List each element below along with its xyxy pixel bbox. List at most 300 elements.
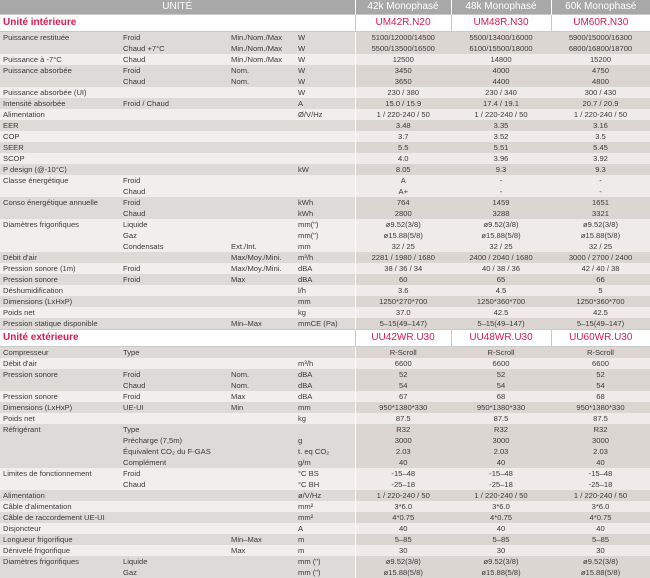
value-42k: 3.6 <box>355 285 451 296</box>
value-48k: 3288 <box>451 208 551 219</box>
table-row <box>0 87 650 98</box>
table-row <box>0 285 650 296</box>
param-mode <box>123 545 231 556</box>
value-42k: 32 / 25 <box>355 241 451 252</box>
param-unit <box>298 175 355 186</box>
value-48k: 2400 / 2040 / 1680 <box>451 252 551 263</box>
param-condition: Nom. <box>231 65 298 76</box>
table-row <box>0 142 650 153</box>
value-42k: 38 / 36 / 34 <box>355 263 451 274</box>
value-48k: - <box>451 186 551 197</box>
param-unit: W <box>298 76 355 87</box>
table-row <box>0 186 650 197</box>
value-60k: 9.3 <box>551 164 650 175</box>
value-48k: 5–15(49–147) <box>451 318 551 330</box>
param-unit: W <box>298 32 355 44</box>
value-48k: 230 / 340 <box>451 87 551 98</box>
param-name: Compresseur <box>0 347 123 359</box>
param-unit: A <box>298 98 355 109</box>
table-row <box>0 263 650 274</box>
table-row <box>0 534 650 545</box>
table-row <box>0 468 650 479</box>
value-60k: 1 / 220-240 / 50 <box>551 109 650 120</box>
param-unit: ø/V/Hz <box>298 490 355 501</box>
param-mode <box>123 109 231 120</box>
param-mode: Froid <box>123 65 231 76</box>
param-name: SCOP <box>0 153 123 164</box>
param-name: SEER <box>0 142 123 153</box>
param-name <box>0 457 123 468</box>
value-42k: 6600 <box>355 358 451 369</box>
value-42k: 5100/12000/14500 <box>355 32 451 44</box>
value-60k: 5 <box>551 285 650 296</box>
param-name: Dénivelé frigorifique <box>0 545 123 556</box>
param-unit: dBA <box>298 380 355 391</box>
model-header-42k: 42k Monophasé <box>355 0 451 15</box>
value-48k: 2.03 <box>451 446 551 457</box>
value-48k: ø15.88(5/8) <box>451 567 551 578</box>
value-60k: 42 / 40 / 38 <box>551 263 650 274</box>
value-42k: 1 / 220-240 / 50 <box>355 490 451 501</box>
param-name: Puissance à -7°C <box>0 54 123 65</box>
value-42k: 2.03 <box>355 446 451 457</box>
value-42k: 30 <box>355 545 451 556</box>
param-condition <box>231 457 298 468</box>
param-condition <box>231 197 298 208</box>
param-mode <box>123 534 231 545</box>
param-unit: °C BH <box>298 479 355 490</box>
param-name: Classe énergétique <box>0 175 123 186</box>
value-48k: R32 <box>451 424 551 435</box>
param-name: EER <box>0 120 123 131</box>
value-60k: 300 / 430 <box>551 87 650 98</box>
param-unit: mm <box>298 402 355 413</box>
param-mode <box>123 164 231 175</box>
value-60k: 52 <box>551 369 650 380</box>
param-mode: Froid <box>123 274 231 285</box>
value-42k: 5.5 <box>355 142 451 153</box>
param-mode: Chaud <box>123 186 231 197</box>
param-name: Dimensions (LxHxP) <box>0 296 123 307</box>
value-48k: ø15.88(5/8) <box>451 230 551 241</box>
value-42k: 60 <box>355 274 451 285</box>
value-60k: 5–85 <box>551 534 650 545</box>
param-condition <box>231 523 298 534</box>
param-mode <box>123 413 231 424</box>
param-condition <box>231 296 298 307</box>
param-name: Conso énergétique annuelle <box>0 197 123 208</box>
param-name: Intensité absorbée <box>0 98 123 109</box>
param-condition <box>231 230 298 241</box>
param-unit <box>298 186 355 197</box>
param-mode: Condensats <box>123 241 231 252</box>
value-48k: -25–18 <box>451 479 551 490</box>
param-condition <box>231 164 298 175</box>
value-60k: 5.45 <box>551 142 650 153</box>
param-condition <box>231 307 298 318</box>
param-unit: l/h <box>298 285 355 296</box>
param-name: Puissance restituée <box>0 32 123 44</box>
param-unit: W <box>298 65 355 76</box>
param-mode <box>123 120 231 131</box>
table-row <box>0 424 650 435</box>
param-name <box>0 186 123 197</box>
param-name: Alimentation <box>0 109 123 120</box>
param-mode: Chaud <box>123 380 231 391</box>
param-unit: m³/h <box>298 252 355 263</box>
param-mode: Gaz <box>123 230 231 241</box>
param-unit: t. eq CO₂ <box>298 446 355 457</box>
param-condition <box>231 285 298 296</box>
value-60k: 42.5 <box>551 307 650 318</box>
indoor-section-title: Unité intérieure <box>0 15 355 32</box>
param-unit: kWh <box>298 197 355 208</box>
value-42k: R32 <box>355 424 451 435</box>
param-name: Longueur frigorifique <box>0 534 123 545</box>
value-42k: 3.7 <box>355 131 451 142</box>
value-60k: 87.5 <box>551 413 650 424</box>
value-42k: -25–18 <box>355 479 451 490</box>
value-60k: 30 <box>551 545 650 556</box>
value-60k: 3*6.0 <box>551 501 650 512</box>
param-mode <box>123 131 231 142</box>
value-42k: 12500 <box>355 54 451 65</box>
param-condition <box>231 358 298 369</box>
param-name <box>0 446 123 457</box>
param-name <box>0 43 123 54</box>
param-unit: dBA <box>298 369 355 380</box>
value-48k: 17.4 / 19.1 <box>451 98 551 109</box>
value-60k: 4800 <box>551 76 650 87</box>
value-60k: 3.92 <box>551 153 650 164</box>
model-header-48k: 48k Monophasé <box>451 0 551 15</box>
param-mode: Liquide <box>123 219 231 230</box>
param-mode <box>123 142 231 153</box>
unit-header: UNITÉ <box>0 0 355 15</box>
param-condition <box>231 501 298 512</box>
value-60k: 5–15(49–147) <box>551 318 650 330</box>
param-condition <box>231 490 298 501</box>
value-48k: - <box>451 175 551 186</box>
value-48k: 40 / 38 / 36 <box>451 263 551 274</box>
value-48k: 3000 <box>451 435 551 446</box>
param-name: Alimentation <box>0 490 123 501</box>
param-unit: dBA <box>298 274 355 285</box>
value-48k: 68 <box>451 391 551 402</box>
param-name <box>0 230 123 241</box>
value-48k: 9.3 <box>451 164 551 175</box>
value-48k: 40 <box>451 523 551 534</box>
value-42k: 3*6.0 <box>355 501 451 512</box>
table-row <box>0 523 650 534</box>
param-unit: mm² <box>298 512 355 523</box>
param-condition: Min–Max <box>231 318 298 330</box>
param-condition: Nom. <box>231 76 298 87</box>
table-row <box>0 296 650 307</box>
param-condition <box>231 479 298 490</box>
value-42k: 950*1380*330 <box>355 402 451 413</box>
table-row <box>0 32 650 44</box>
param-name <box>0 208 123 219</box>
param-mode <box>123 512 231 523</box>
param-condition: Min./Nom./Max <box>231 54 298 65</box>
param-name: Diamètres frigorifiques <box>0 556 123 567</box>
value-48k: 4*0.75 <box>451 512 551 523</box>
value-42k: 3650 <box>355 76 451 87</box>
value-60k: 6800/16800/18700 <box>551 43 650 54</box>
value-48k: 3*6.0 <box>451 501 551 512</box>
param-condition <box>231 109 298 120</box>
param-mode: Gaz <box>123 567 231 578</box>
param-unit: W <box>298 43 355 54</box>
value-60k: 68 <box>551 391 650 402</box>
value-42k: 40 <box>355 457 451 468</box>
value-42k: A+ <box>355 186 451 197</box>
value-60k: -25–18 <box>551 479 650 490</box>
value-48k: ø9.52(3/8) <box>451 556 551 567</box>
param-name: Puissance absorbée <box>0 65 123 76</box>
param-condition <box>231 512 298 523</box>
param-name: Débit d'air <box>0 252 123 263</box>
param-mode: Précharge (7,5m) <box>123 435 231 446</box>
value-42k: 52 <box>355 369 451 380</box>
param-name: Diamètres frigorifiques <box>0 219 123 230</box>
value-42k: 15.0 / 15.9 <box>355 98 451 109</box>
outdoor-section-header <box>0 330 650 347</box>
param-mode: Froid <box>123 468 231 479</box>
param-unit <box>298 153 355 164</box>
param-mode: Chaud <box>123 76 231 87</box>
table-row <box>0 457 650 468</box>
param-condition: Max/Moy./Mini. <box>231 252 298 263</box>
value-60k: 66 <box>551 274 650 285</box>
table-row <box>0 65 650 76</box>
value-42k: 1250*270*700 <box>355 296 451 307</box>
value-42k: ø9.52(3/8) <box>355 556 451 567</box>
param-condition: Max <box>231 274 298 285</box>
table-row <box>0 76 650 87</box>
param-name <box>0 435 123 446</box>
param-name: Déshumidification <box>0 285 123 296</box>
value-48k: 6600 <box>451 358 551 369</box>
value-48k: 5500/13400/16000 <box>451 32 551 44</box>
value-60k: R-Scroll <box>551 347 650 359</box>
table-row <box>0 241 650 252</box>
param-mode: Froid <box>123 197 231 208</box>
param-condition <box>231 98 298 109</box>
param-mode <box>123 318 231 330</box>
param-condition: Max <box>231 391 298 402</box>
param-mode: Chaud <box>123 54 231 65</box>
param-name: Pression sonore <box>0 391 123 402</box>
value-42k: 87.5 <box>355 413 451 424</box>
param-mode: Chaud <box>123 208 231 219</box>
value-60k: ø15.88(5/8) <box>551 230 650 241</box>
value-60k: 32 / 25 <box>551 241 650 252</box>
param-unit: dBA <box>298 391 355 402</box>
param-unit: g/m <box>298 457 355 468</box>
value-60k: 40 <box>551 523 650 534</box>
table-row <box>0 347 650 359</box>
indoor-model-name: UM42R.N20 <box>355 15 451 32</box>
param-name: Puissance absorbée (UI) <box>0 87 123 98</box>
table-row <box>0 252 650 263</box>
param-mode: Chaud <box>123 479 231 490</box>
param-mode: Type <box>123 347 231 359</box>
value-48k: 4.5 <box>451 285 551 296</box>
table-row <box>0 391 650 402</box>
value-60k: 1250*360*700 <box>551 296 650 307</box>
value-48k: 4400 <box>451 76 551 87</box>
param-unit: Ø/V/Hz <box>298 109 355 120</box>
value-60k: 40 <box>551 457 650 468</box>
param-mode <box>123 501 231 512</box>
param-condition <box>231 413 298 424</box>
value-60k: R32 <box>551 424 650 435</box>
value-48k: 30 <box>451 545 551 556</box>
param-name: Pression sonore (1m) <box>0 263 123 274</box>
param-condition <box>231 468 298 479</box>
param-mode: Froid <box>123 369 231 380</box>
param-mode <box>123 307 231 318</box>
param-name <box>0 567 123 578</box>
table-row <box>0 318 650 330</box>
value-48k: 1 / 220-240 / 50 <box>451 109 551 120</box>
header-row <box>0 0 650 15</box>
param-name: Disjoncteur <box>0 523 123 534</box>
table-row <box>0 109 650 120</box>
param-condition <box>231 347 298 359</box>
param-condition: Max/Moy./Mini. <box>231 263 298 274</box>
param-condition <box>231 424 298 435</box>
param-mode <box>123 490 231 501</box>
table-row <box>0 175 650 186</box>
param-mode: UE-UI <box>123 402 231 413</box>
value-60k: ø9.52(3/8) <box>551 219 650 230</box>
param-unit: kg <box>298 307 355 318</box>
value-42k: ø15.88(5/8) <box>355 230 451 241</box>
value-48k: 5–85 <box>451 534 551 545</box>
value-42k: 230 / 380 <box>355 87 451 98</box>
param-unit: mmCE (Pa) <box>298 318 355 330</box>
param-mode <box>123 296 231 307</box>
value-48k: 3.35 <box>451 120 551 131</box>
table-row <box>0 120 650 131</box>
value-60k: 3.16 <box>551 120 650 131</box>
param-name: Pression sonore <box>0 369 123 380</box>
value-60k: - <box>551 175 650 186</box>
param-condition: Nom. <box>231 369 298 380</box>
param-condition <box>231 556 298 567</box>
param-name <box>0 76 123 87</box>
table-row <box>0 274 650 285</box>
table-row <box>0 490 650 501</box>
value-60k: ø15.88(5/8) <box>551 567 650 578</box>
value-42k: 54 <box>355 380 451 391</box>
value-60k: 3000 / 2700 / 2400 <box>551 252 650 263</box>
param-mode: Froid <box>123 175 231 186</box>
table-row <box>0 479 650 490</box>
param-condition <box>231 142 298 153</box>
table-row <box>0 98 650 109</box>
param-unit: m³/h <box>298 358 355 369</box>
value-42k: 4*0.75 <box>355 512 451 523</box>
param-mode: Froid <box>123 32 231 44</box>
value-60k: 3.5 <box>551 131 650 142</box>
param-unit <box>298 142 355 153</box>
value-42k: ø9.52(3/8) <box>355 219 451 230</box>
param-unit: mm² <box>298 501 355 512</box>
value-48k: 5.51 <box>451 142 551 153</box>
param-unit: g <box>298 435 355 446</box>
param-unit: m <box>298 534 355 545</box>
value-60k: - <box>551 186 650 197</box>
value-42k: 8.05 <box>355 164 451 175</box>
table-row <box>0 219 650 230</box>
param-mode <box>123 153 231 164</box>
value-42k: ø15.88(5/8) <box>355 567 451 578</box>
param-unit: °C BS <box>298 468 355 479</box>
value-48k: 40 <box>451 457 551 468</box>
param-condition: Min <box>231 402 298 413</box>
param-unit <box>298 347 355 359</box>
param-unit: dBA <box>298 263 355 274</box>
outdoor-model-name: UU48WR.U30 <box>451 330 551 347</box>
param-unit <box>298 120 355 131</box>
value-42k: A <box>355 175 451 186</box>
value-60k: 1 / 220-240 / 50 <box>551 490 650 501</box>
param-name <box>0 241 123 252</box>
table-row <box>0 230 650 241</box>
param-mode: Froid <box>123 263 231 274</box>
table-row <box>0 556 650 567</box>
param-name <box>0 380 123 391</box>
value-42k: 3000 <box>355 435 451 446</box>
indoor-model-name: UM60R.N30 <box>551 15 650 32</box>
param-name: Poids net <box>0 413 123 424</box>
table-row <box>0 131 650 142</box>
value-60k: 54 <box>551 380 650 391</box>
param-unit: A <box>298 523 355 534</box>
table-row <box>0 197 650 208</box>
table-row <box>0 208 650 219</box>
value-48k: 54 <box>451 380 551 391</box>
param-mode: Équivalent CO₂ du F-GAS <box>123 446 231 457</box>
value-60k: 4750 <box>551 65 650 76</box>
param-condition: Max <box>231 545 298 556</box>
param-unit: mm <box>298 296 355 307</box>
param-unit: kWh <box>298 208 355 219</box>
param-unit: kW <box>298 164 355 175</box>
param-name: Limites de fonctionnement <box>0 468 123 479</box>
param-mode <box>123 87 231 98</box>
table-row <box>0 501 650 512</box>
param-mode: Type <box>123 424 231 435</box>
param-unit: mm(") <box>298 219 355 230</box>
table-row <box>0 567 650 578</box>
value-48k: 1459 <box>451 197 551 208</box>
value-48k: -15–48 <box>451 468 551 479</box>
value-48k: ø9.52(3/8) <box>451 219 551 230</box>
param-condition: Min./Nom./Max <box>231 43 298 54</box>
value-42k: R-Scroll <box>355 347 451 359</box>
param-condition <box>231 567 298 578</box>
param-mode: Liquide <box>123 556 231 567</box>
param-unit: mm(") <box>298 230 355 241</box>
param-mode: Froid <box>123 391 231 402</box>
param-unit: mm (") <box>298 567 355 578</box>
table-row <box>0 446 650 457</box>
